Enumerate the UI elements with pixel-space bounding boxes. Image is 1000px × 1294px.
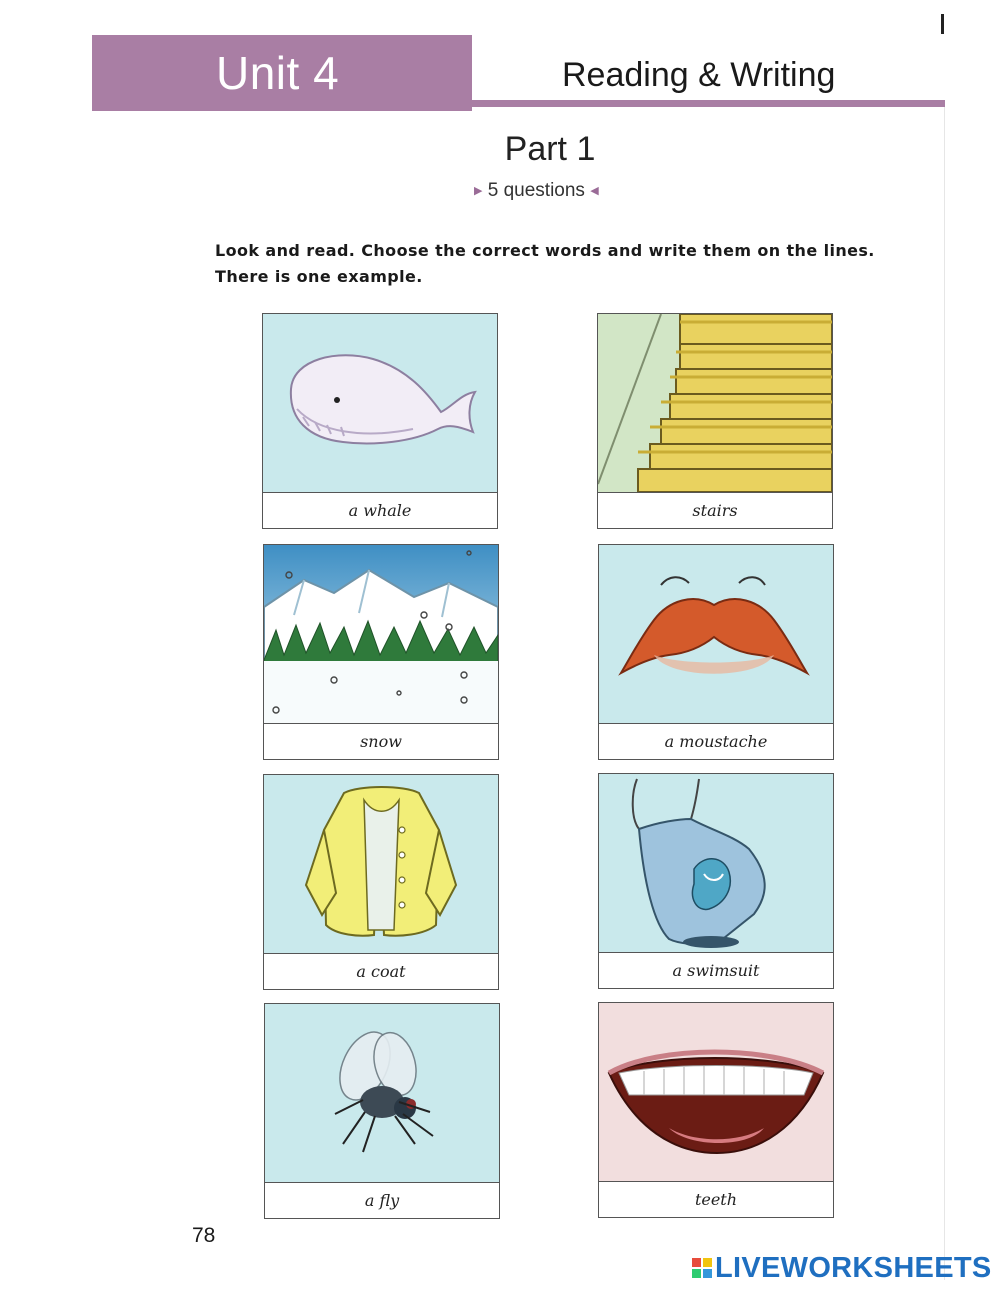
card-label-snow: snow	[360, 732, 402, 751]
card-teeth	[598, 1002, 834, 1218]
card-label-fly: a fly	[364, 1191, 400, 1210]
moustache-icon	[599, 545, 833, 723]
card-fly	[264, 1003, 500, 1219]
teeth-icon	[599, 1003, 833, 1181]
card-label-teeth: teeth	[694, 1190, 738, 1209]
section-title: Reading & Writing	[562, 56, 836, 94]
page-number: 78	[192, 1224, 216, 1247]
card-coat	[263, 774, 499, 990]
card-label-moustache: a moustache	[664, 732, 768, 751]
instructions-line-1: Look and read. Choose the correct words and write them on the lines.	[215, 241, 875, 260]
page-edge-mark	[941, 14, 944, 34]
card-label-whale: a whale	[348, 501, 412, 520]
header-rule	[472, 100, 945, 107]
card-swimsuit	[598, 773, 834, 989]
part-title: Part 1	[504, 130, 596, 168]
moustache-picture	[599, 545, 833, 724]
card-moustache	[598, 544, 834, 760]
liveworksheets-brand[interactable]	[692, 1252, 992, 1284]
triangle-right-icon: ▶	[474, 185, 483, 197]
teeth-picture	[599, 1003, 833, 1182]
card-snow	[263, 544, 499, 760]
whale-picture	[263, 314, 497, 493]
instructions-line-2: There is one example.	[215, 267, 423, 286]
card-whale	[262, 313, 498, 529]
triangle-left-icon: ◀	[590, 185, 599, 197]
swimsuit-picture	[599, 774, 833, 953]
coat-icon	[264, 775, 498, 953]
card-label-swimsuit: a swimsuit	[672, 961, 760, 980]
instructions	[215, 238, 915, 290]
card-label-coat: a coat	[356, 962, 406, 981]
brand-name: LIVEWORKSHEETS	[715, 1251, 992, 1284]
fly-icon	[265, 1004, 499, 1182]
stairs-icon	[598, 314, 832, 492]
questions-label: 5 questions	[487, 180, 585, 201]
liveworksheets-logo-icon	[692, 1258, 712, 1278]
snow-picture	[264, 545, 498, 724]
snow-icon	[264, 545, 498, 723]
swimsuit-icon	[599, 774, 833, 952]
questions-count	[474, 180, 599, 202]
whale-icon	[263, 314, 497, 492]
coat-picture	[264, 775, 498, 954]
stairs-picture	[598, 314, 832, 493]
unit-title: Unit 4	[216, 47, 340, 99]
page-edge-line	[944, 100, 945, 1280]
fly-picture	[265, 1004, 499, 1183]
card-stairs	[597, 313, 833, 529]
card-label-stairs: stairs	[692, 501, 738, 520]
